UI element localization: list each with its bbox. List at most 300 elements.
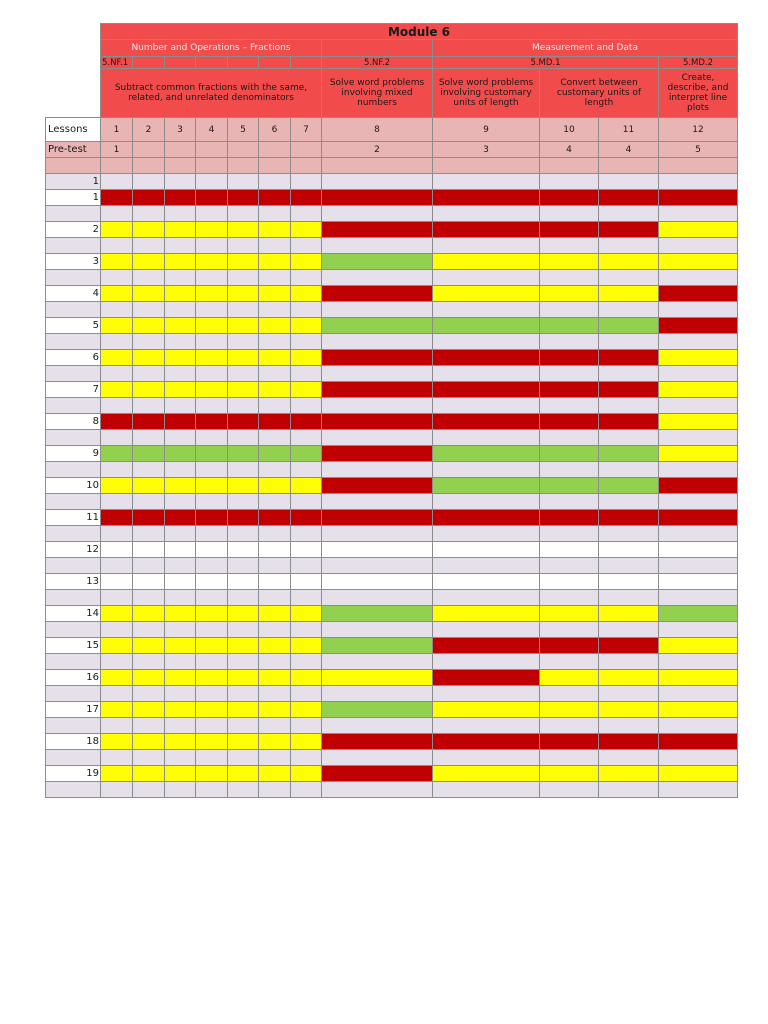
- grid-cell: [165, 718, 196, 734]
- grid-cell: [540, 254, 599, 270]
- grid-cell: [433, 654, 540, 670]
- grid-cell: [101, 350, 133, 366]
- grid-cell: [165, 270, 196, 286]
- grid-cell: [599, 398, 659, 414]
- grid-cell: [433, 590, 540, 606]
- grid-cell: [659, 174, 738, 190]
- grid-cell: [322, 558, 433, 574]
- grid-cell: [659, 494, 738, 510]
- grid-cell: [101, 542, 133, 558]
- grid-cell: [599, 254, 659, 270]
- grid-cell: [291, 270, 322, 286]
- pretest-number: 1: [101, 142, 133, 158]
- grid-cell: [599, 590, 659, 606]
- grid-cell: [433, 766, 540, 782]
- grid-cell: [599, 686, 659, 702]
- grid-cell: [259, 350, 291, 366]
- grid-cell: [228, 574, 259, 590]
- lesson-number: 3: [165, 118, 196, 142]
- grid-cell: [599, 382, 659, 398]
- grid-cell: [133, 750, 165, 766]
- student-label: 11: [46, 510, 101, 526]
- grid-cell: [322, 686, 433, 702]
- grid-cell: [259, 238, 291, 254]
- student-label: [46, 398, 101, 414]
- student-row: [46, 446, 738, 462]
- grid-cell: [259, 366, 291, 382]
- stripe-row: [46, 462, 738, 478]
- grid-cell: [659, 686, 738, 702]
- grid-cell: [133, 622, 165, 638]
- grid-cell: [599, 462, 659, 478]
- grid-cell: [599, 542, 659, 558]
- grid-cell: [196, 670, 228, 686]
- grid-cell: [196, 718, 228, 734]
- grid-cell: [101, 526, 133, 542]
- student-row: [46, 638, 738, 654]
- grid-cell: [540, 686, 599, 702]
- grid-cell: [228, 526, 259, 542]
- grid-cell: [228, 622, 259, 638]
- student-row: [46, 766, 738, 782]
- grid-cell: [101, 558, 133, 574]
- grid-cell: [540, 270, 599, 286]
- grid-cell: [228, 302, 259, 318]
- grid-cell: [259, 206, 291, 222]
- grid-cell: [228, 590, 259, 606]
- student-label: [46, 334, 101, 350]
- grid-cell: [291, 222, 322, 238]
- student-label: 10: [46, 478, 101, 494]
- grid-cell: [291, 622, 322, 638]
- student-label: [46, 622, 101, 638]
- grid-cell: [291, 670, 322, 686]
- grid-cell: [165, 574, 196, 590]
- grid-cell: [196, 190, 228, 206]
- grid-cell: [540, 766, 599, 782]
- grid-cell: [433, 718, 540, 734]
- grid-cell: [259, 558, 291, 574]
- standard-md1: 5.MD.1: [433, 57, 659, 69]
- standard-empty: [133, 57, 165, 69]
- grid-cell: [101, 622, 133, 638]
- grid-cell: [322, 542, 433, 558]
- grid-cell: [433, 734, 540, 750]
- grid-cell: [322, 350, 433, 366]
- grid-cell: [165, 350, 196, 366]
- student-row: [46, 574, 738, 590]
- grid-cell: [599, 190, 659, 206]
- grid-cell: [228, 734, 259, 750]
- grid-cell: [259, 494, 291, 510]
- grid-cell: [599, 702, 659, 718]
- grid-cell: [101, 510, 133, 526]
- grid-cell: [433, 238, 540, 254]
- grid-cell: [659, 222, 738, 238]
- standard-empty: [165, 57, 196, 69]
- grid-cell: [228, 334, 259, 350]
- grid-cell: [196, 238, 228, 254]
- module-title: Module 6: [101, 24, 738, 40]
- grid-cell: [165, 622, 196, 638]
- student-label: [46, 462, 101, 478]
- grid-cell: [165, 286, 196, 302]
- grid-cell: [165, 414, 196, 430]
- stripe-row: [46, 590, 738, 606]
- grid-cell: [101, 462, 133, 478]
- grid-cell: [291, 558, 322, 574]
- grid-cell: [133, 718, 165, 734]
- grid-cell: [165, 430, 196, 446]
- description-subtract-fractions: Subtract common fractions with the same, related, and unrelated denominators: [101, 69, 322, 118]
- grid-cell: [322, 478, 433, 494]
- grid-cell: [599, 510, 659, 526]
- grid-cell: [196, 606, 228, 622]
- grid-cell: [599, 430, 659, 446]
- student-row: [46, 510, 738, 526]
- student-label: 1: [46, 190, 101, 206]
- grid-cell: [322, 270, 433, 286]
- grid-cell: [322, 766, 433, 782]
- grid-cell: [291, 382, 322, 398]
- grid-cell: [101, 734, 133, 750]
- grid-cell: [322, 238, 433, 254]
- grid-cell: [540, 286, 599, 302]
- pretest-number: 4: [599, 142, 659, 158]
- grid-cell: [133, 638, 165, 654]
- grid-cell: [228, 174, 259, 190]
- lesson-number: 6: [259, 118, 291, 142]
- grid-cell: [599, 750, 659, 766]
- grid-cell: [659, 350, 738, 366]
- grid-cell: [133, 446, 165, 462]
- grid-cell: [322, 222, 433, 238]
- grid-cell: [433, 606, 540, 622]
- stripe-row: [46, 558, 738, 574]
- grid-cell: [259, 782, 291, 798]
- grid-cell: [659, 702, 738, 718]
- grid-cell: [196, 334, 228, 350]
- grid-cell: [133, 526, 165, 542]
- grid-cell: [259, 718, 291, 734]
- grid-cell: [228, 750, 259, 766]
- grid-cell: [291, 542, 322, 558]
- grid-cell: [322, 734, 433, 750]
- grid-cell: [165, 654, 196, 670]
- grid-cell: [165, 670, 196, 686]
- grid-cell: [133, 398, 165, 414]
- grid-cell: [133, 766, 165, 782]
- grid-cell: [196, 446, 228, 462]
- grid-cell: [540, 334, 599, 350]
- grid-cell: [259, 462, 291, 478]
- grid-cell: [228, 382, 259, 398]
- stripe-row: [46, 654, 738, 670]
- grid-cell: [101, 238, 133, 254]
- student-label: [46, 494, 101, 510]
- grid-cell: [133, 414, 165, 430]
- grid-cell: [101, 318, 133, 334]
- grid-cell: [322, 382, 433, 398]
- grid-cell: [322, 654, 433, 670]
- grid-cell: [291, 190, 322, 206]
- pretest-label: Pre-test: [46, 142, 101, 158]
- grid-cell: [322, 158, 433, 174]
- grid-cell: [599, 558, 659, 574]
- grid-cell: [259, 766, 291, 782]
- grid-cell: [433, 366, 540, 382]
- grid-cell: [322, 590, 433, 606]
- grid-cell: [659, 734, 738, 750]
- grid-cell: [133, 254, 165, 270]
- grid-cell: [101, 158, 133, 174]
- grid-cell: [540, 622, 599, 638]
- grid-cell: [259, 670, 291, 686]
- standard-empty: [259, 57, 291, 69]
- grid-cell: [599, 414, 659, 430]
- grid-cell: [322, 254, 433, 270]
- student-label: 7: [46, 382, 101, 398]
- grid-cell: [599, 718, 659, 734]
- grid-cell: [433, 462, 540, 478]
- grid-cell: [659, 590, 738, 606]
- grid-cell: [291, 510, 322, 526]
- student-label: [46, 302, 101, 318]
- grid-cell: [228, 158, 259, 174]
- grid-cell: [322, 302, 433, 318]
- grid-cell: [133, 702, 165, 718]
- grid-cell: [540, 206, 599, 222]
- stripe-row: [46, 494, 738, 510]
- spacer-row: [46, 158, 738, 174]
- grid-cell: [101, 286, 133, 302]
- grid-cell: [291, 350, 322, 366]
- pretest-number: [259, 142, 291, 158]
- standard-empty: [228, 57, 259, 69]
- student-label: 12: [46, 542, 101, 558]
- grid-cell: [433, 782, 540, 798]
- grid-cell: [101, 702, 133, 718]
- grid-cell: [133, 558, 165, 574]
- lesson-number: 1: [101, 118, 133, 142]
- grid-cell: [101, 334, 133, 350]
- stripe-row: [46, 718, 738, 734]
- grid-cell: [196, 686, 228, 702]
- grid-cell: [540, 462, 599, 478]
- grid-cell: [228, 702, 259, 718]
- student-label: 15: [46, 638, 101, 654]
- grid-cell: [101, 638, 133, 654]
- pretest-number: 5: [659, 142, 738, 158]
- grid-cell: [228, 542, 259, 558]
- grid-cell: [196, 462, 228, 478]
- student-row: [46, 702, 738, 718]
- grid-cell: [165, 382, 196, 398]
- grid-cell: [196, 782, 228, 798]
- grid-cell: [433, 510, 540, 526]
- student-label: 3: [46, 254, 101, 270]
- grid-cell: [599, 302, 659, 318]
- grid-cell: [540, 478, 599, 494]
- grid-cell: [259, 270, 291, 286]
- grid-cell: [101, 302, 133, 318]
- student-label: 4: [46, 286, 101, 302]
- grid-cell: [101, 494, 133, 510]
- grid-cell: [259, 158, 291, 174]
- student-row: [46, 478, 738, 494]
- grid-cell: [196, 574, 228, 590]
- student-label: 19: [46, 766, 101, 782]
- grid-cell: [165, 398, 196, 414]
- grid-cell: [259, 542, 291, 558]
- grid-cell: [433, 622, 540, 638]
- grid-cell: [165, 462, 196, 478]
- stripe-row: [46, 302, 738, 318]
- grid-cell: [433, 702, 540, 718]
- stripe-row: [46, 750, 738, 766]
- grid-cell: [540, 542, 599, 558]
- description-customary-units: Solve word problems involving customary units of length: [433, 69, 540, 118]
- grid-cell: [599, 206, 659, 222]
- grid-cell: [540, 302, 599, 318]
- grid-cell: [196, 622, 228, 638]
- grid-cell: [540, 574, 599, 590]
- grid-cell: [101, 590, 133, 606]
- lesson-number: 12: [659, 118, 738, 142]
- grid-cell: [228, 206, 259, 222]
- grid-cell: [433, 750, 540, 766]
- grid-cell: [322, 206, 433, 222]
- grid-cell: [228, 766, 259, 782]
- grid-cell: [322, 526, 433, 542]
- lesson-number: 11: [599, 118, 659, 142]
- grid-cell: [133, 686, 165, 702]
- grid-cell: [540, 606, 599, 622]
- grid-cell: [291, 654, 322, 670]
- grid-cell: [196, 414, 228, 430]
- student-row: [46, 254, 738, 270]
- grid-cell: [228, 782, 259, 798]
- grid-cell: [433, 414, 540, 430]
- student-row: [46, 734, 738, 750]
- student-row: [46, 350, 738, 366]
- grid-cell: [228, 430, 259, 446]
- grid-cell: [259, 590, 291, 606]
- grid-cell: [165, 238, 196, 254]
- lesson-number: 8: [322, 118, 433, 142]
- grid-cell: [165, 558, 196, 574]
- grid-cell: [165, 782, 196, 798]
- student-label: 9: [46, 446, 101, 462]
- grid-cell: [659, 606, 738, 622]
- grid-cell: [659, 318, 738, 334]
- grid-cell: [433, 430, 540, 446]
- student-row: [46, 382, 738, 398]
- grid-cell: [433, 494, 540, 510]
- grid-cell: [259, 750, 291, 766]
- grid-cell: [228, 718, 259, 734]
- grid-cell: [196, 766, 228, 782]
- grid-cell: [322, 174, 433, 190]
- standard-empty: [291, 57, 322, 69]
- student-label: [46, 686, 101, 702]
- grid-cell: [196, 558, 228, 574]
- grid-cell: [659, 430, 738, 446]
- grid-cell: [196, 510, 228, 526]
- student-label: [46, 430, 101, 446]
- grid-cell: [101, 478, 133, 494]
- grid-cell: [659, 366, 738, 382]
- grid-cell: [599, 318, 659, 334]
- grid-cell: [228, 638, 259, 654]
- grid-cell: [101, 574, 133, 590]
- grid-cell: [599, 606, 659, 622]
- grid-cell: [101, 382, 133, 398]
- grid-cell: [133, 238, 165, 254]
- grid-cell: [259, 318, 291, 334]
- grid-cell: [291, 638, 322, 654]
- grid-cell: [228, 686, 259, 702]
- grid-cell: [291, 574, 322, 590]
- grid-cell: [659, 574, 738, 590]
- grid-cell: [291, 430, 322, 446]
- grid-cell: [659, 254, 738, 270]
- grid-cell: [165, 494, 196, 510]
- grid-cell: [228, 398, 259, 414]
- grid-cell: [259, 478, 291, 494]
- grid-cell: [291, 158, 322, 174]
- grid-cell: [540, 782, 599, 798]
- grid-cell: [259, 286, 291, 302]
- grid-cell: [259, 174, 291, 190]
- grid-cell: [599, 174, 659, 190]
- standard-nf2: 5.NF.2: [322, 57, 433, 69]
- student-row: [46, 222, 738, 238]
- grid-cell: [322, 606, 433, 622]
- student-label: [46, 558, 101, 574]
- student-label: 5: [46, 318, 101, 334]
- grid-cell: [196, 206, 228, 222]
- grid-cell: [165, 478, 196, 494]
- corner-cell: [46, 57, 101, 69]
- grid-cell: [259, 654, 291, 670]
- grid-cell: [291, 590, 322, 606]
- lessons-label: Lessons: [46, 118, 101, 142]
- grid-cell: [540, 654, 599, 670]
- grid-cell: [101, 750, 133, 766]
- grid-cell: [259, 398, 291, 414]
- grid-cell: [433, 574, 540, 590]
- grid-cell: [165, 366, 196, 382]
- grid-cell: [433, 478, 540, 494]
- domain-md: Measurement and Data: [433, 40, 738, 57]
- grid-cell: [599, 334, 659, 350]
- pretest-number: 2: [322, 142, 433, 158]
- grid-cell: [133, 334, 165, 350]
- grid-cell: [659, 382, 738, 398]
- grid-cell: [322, 494, 433, 510]
- student-row: [46, 174, 738, 190]
- grid-cell: [322, 366, 433, 382]
- grid-cell: [133, 318, 165, 334]
- grid-cell: [540, 190, 599, 206]
- grid-cell: [133, 574, 165, 590]
- grid-cell: [259, 382, 291, 398]
- grid-cell: [165, 190, 196, 206]
- grid-cell: [259, 430, 291, 446]
- grid-cell: [133, 174, 165, 190]
- grid-cell: [291, 766, 322, 782]
